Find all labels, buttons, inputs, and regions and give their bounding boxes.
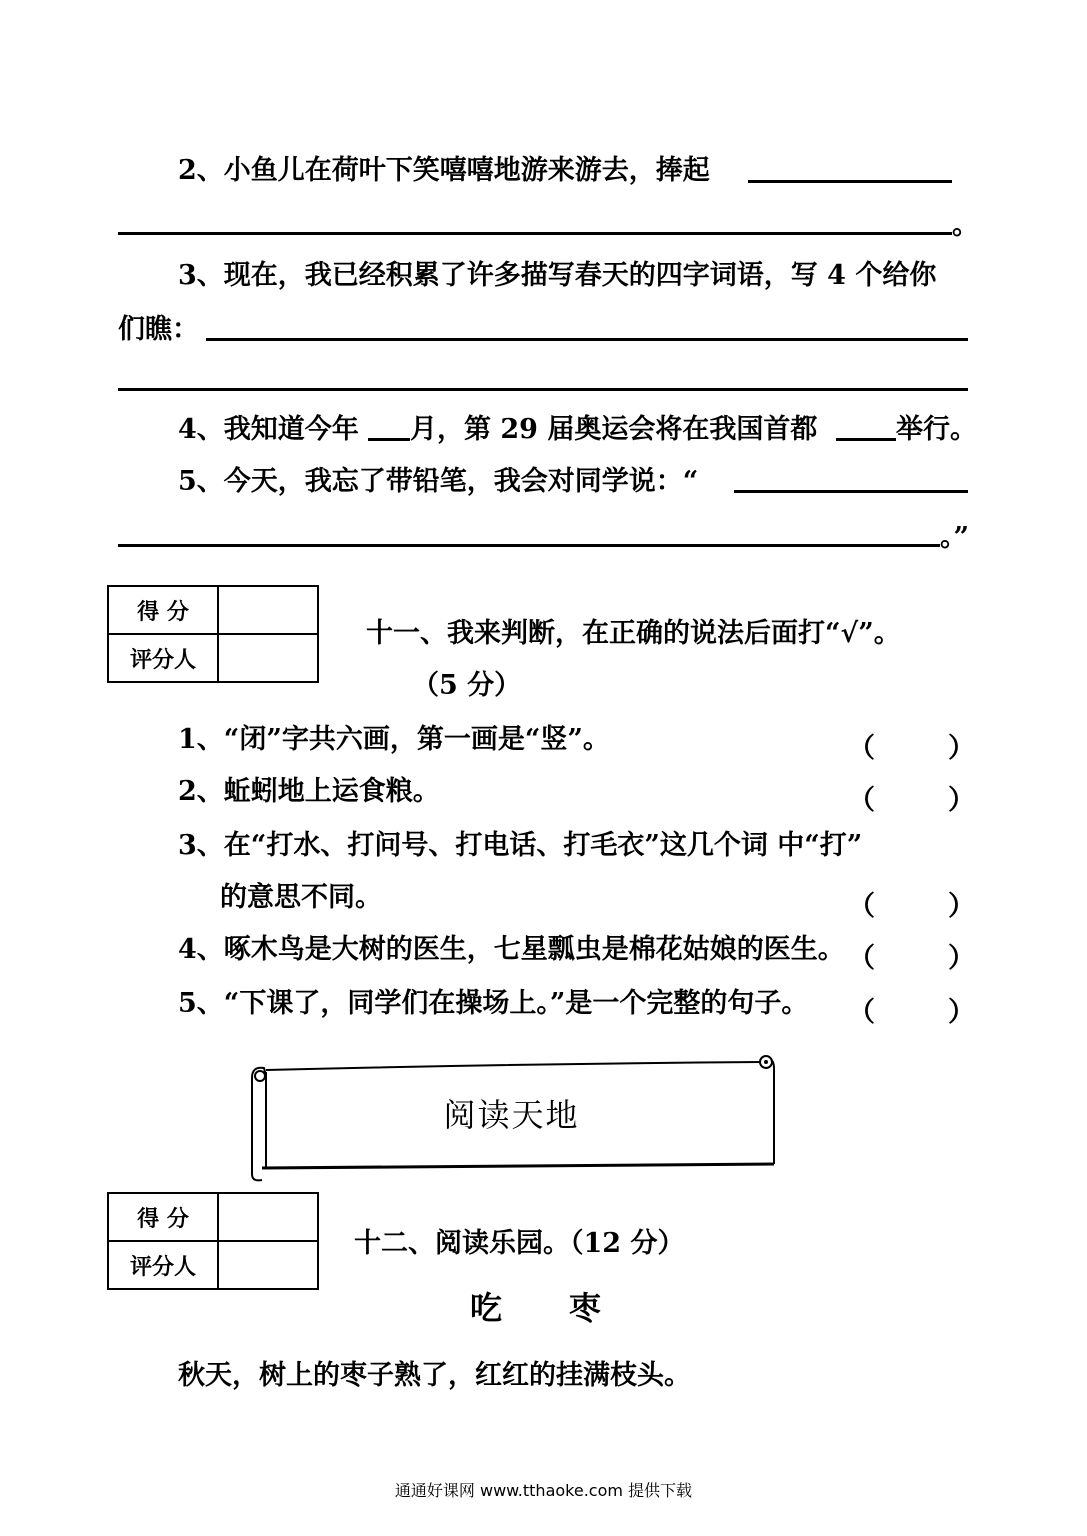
- blank-line[interactable]: [118, 544, 940, 547]
- score-label: 得 分: [108, 1193, 218, 1241]
- q10-item2-end: 。: [952, 210, 979, 241]
- reading-banner: [244, 1052, 779, 1182]
- q10-item3-line2: 们瞧：: [118, 314, 199, 345]
- answer-paren-1[interactable]: [848, 726, 975, 764]
- paren-open: （: [848, 733, 875, 764]
- footer-text: 通通好课网 www.tthaoke.com 提供下载: [394, 1481, 693, 1500]
- q10-item4-part1: 4、我知道今年: [178, 414, 359, 445]
- q10-item2: 2、小鱼儿在荷叶下笑嘻嘻地游来游去，捧起: [178, 155, 710, 186]
- q11-item-3: 3、在“打水、打问号、打电话、打毛衣”这几个词 中“打”: [178, 830, 863, 861]
- grader-cell[interactable]: [218, 1241, 318, 1289]
- paren-close: ）: [948, 733, 975, 764]
- paren-close: ）: [948, 943, 975, 974]
- paren-close: ）: [948, 785, 975, 816]
- blank-line[interactable]: [748, 180, 952, 183]
- blank-line[interactable]: [734, 490, 968, 493]
- grader-label: 评分人: [108, 1241, 218, 1289]
- q11-item-4: 4、啄木鸟是大树的医生，七星瓢虫是棉花姑娘的医生。: [178, 934, 845, 965]
- paren-close: ）: [948, 891, 975, 922]
- q11-item-3-cont: 的意思不同。: [220, 882, 382, 913]
- banner-text: 阅读天地: [443, 1096, 580, 1134]
- paren-close: ）: [948, 997, 975, 1028]
- q10-item4-part2: 月，第 29 届奥运会将在我国首都: [410, 414, 818, 445]
- score-box: [107, 1192, 319, 1290]
- q10-item5: 5、今天，我忘了带铅笔，我会对同学说：“: [178, 466, 699, 497]
- blank-line[interactable]: [118, 232, 952, 235]
- q10-item3-line1: 3、现在，我已经积累了许多描写春天的四字词语，写 4 个给你: [178, 260, 937, 291]
- blank-line[interactable]: [206, 338, 968, 341]
- paren-open: （: [848, 943, 875, 974]
- answer-paren-4[interactable]: [848, 936, 975, 974]
- q11-title: 十一、我来判断，在正确的说法后面打“√”。: [366, 618, 901, 649]
- q11-points: （5 分）: [412, 670, 522, 701]
- paren-open: （: [848, 997, 875, 1028]
- grader-cell[interactable]: [218, 634, 318, 682]
- q11-item-2: 2、蚯蚓地上运食粮。: [178, 776, 440, 807]
- score-cell[interactable]: [218, 586, 318, 634]
- q11-item-1: 1、“闭”字共六画，第一画是“竖”。: [178, 724, 610, 755]
- grader-label: 评分人: [108, 634, 218, 682]
- answer-paren-5[interactable]: [848, 990, 975, 1028]
- answer-paren-3[interactable]: [848, 884, 975, 922]
- blank-line[interactable]: [118, 388, 968, 391]
- story-title: 吃 枣: [470, 1289, 601, 1327]
- blank-line[interactable]: [836, 438, 896, 441]
- paren-open: （: [848, 785, 875, 816]
- q10-item4-part3: 举行。: [896, 414, 977, 445]
- blank-line[interactable]: [368, 438, 410, 441]
- story-line-1: 秋天，树上的枣子熟了，红红的挂满枝头。: [178, 1360, 691, 1391]
- q11-item-5: 5、“下课了，同学们在操场上。”是一个完整的句子。: [178, 988, 809, 1019]
- q10-item5-end: 。”: [940, 522, 970, 553]
- answer-paren-2[interactable]: [848, 778, 975, 816]
- paren-open: （: [848, 891, 875, 922]
- score-box: [107, 585, 319, 683]
- score-label: 得 分: [108, 586, 218, 634]
- score-cell[interactable]: [218, 1193, 318, 1241]
- q12-title: 十二、阅读乐园。（12 分）: [354, 1228, 685, 1259]
